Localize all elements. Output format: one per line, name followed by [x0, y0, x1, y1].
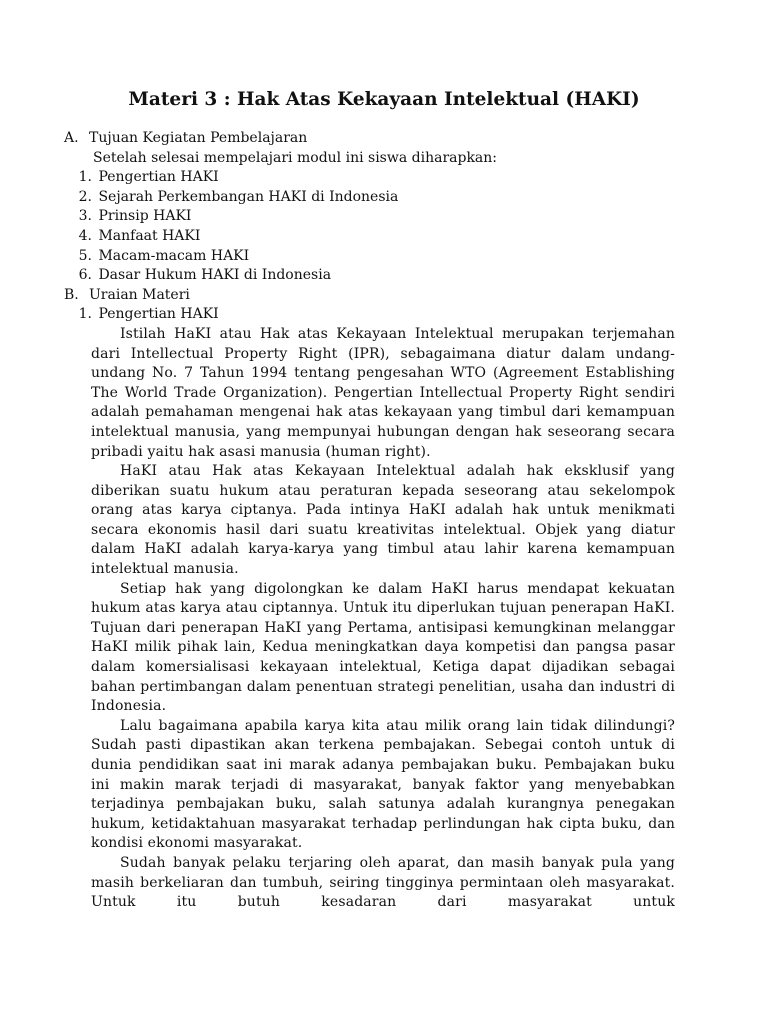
section-b-title: Uraian Materi: [89, 286, 190, 303]
paragraph-4: Lalu bagaimana apabila karya kita atau milik orang lain tidak dilindungi? Sudah pasti dipastikan akan terkena pembajakan. Sebegai contoh untuk di dunia pendidikan saat ini marak adanya pembajakan buku. Pembajakan buku ini makin marak terjadi di masyarakat, banyak faktor yang menyebabkan terjadinya pembajakan buku, salah satunya adalah kurangnya penegakan hukum, ketidaktahuan masyarakat terhadap perlindungan hak cipta buku, dan kondisi ekonomi masyarakat.: [91, 717, 675, 852]
list-item: [63, 266, 675, 286]
list-item-number: 5.: [78, 247, 92, 264]
paragraph-5: Sudah banyak pelaku terjaring oleh aparat, dan masih banyak pula yang masih berkeliaran dan tumbuh, seiring tingginya permintaan oleh masyarakat. Untuk itu butuh kesadaran dari masyarakat untuk: [91, 854, 675, 911]
list-item-text: Dasar Hukum HAKI di Indonesia: [98, 267, 332, 284]
section-a-title: Tujuan Kegiatan Pembelajaran: [89, 130, 308, 146]
subsection-number: 1.: [78, 306, 92, 323]
document-body: [63, 129, 675, 913]
list-item-text: Pengertian HAKI: [98, 169, 219, 186]
list-item-number: 3.: [78, 208, 92, 225]
list-item: [63, 188, 675, 208]
paragraph-1: Istilah HaKI atau Hak atas Kekayaan Intelektual merupakan terjemahan dari Intellectual Property Right (IPR), sebagaimana diatur dalam undang-undang No. 7 Tahun 1994 tentang pengesahan WTO (Agreement Establishing The World Trade Organization). Pengertian Intellectual Property Right sendiri adalah pemahaman mengenai hak atas kekayaan yang timbul dari kemampuan intelektual manusia, yang mempunyai hubungan dengan hak seseorang secara pribadi yaitu hak asasi manusia (human right).: [91, 325, 675, 460]
list-item: [63, 168, 675, 188]
list-item: [63, 247, 675, 267]
section-a-intro: Setelah selesai mempelajari modul ini siswa diharapkan:: [93, 149, 498, 166]
page-title: Materi 3 : Hak Atas Kekayaan Intelektual (HAKI): [128, 89, 640, 110]
paragraph-2: HaKI atau Hak atas Kekayaan Intelektual adalah hak eksklusif yang diberikan suatu hukum atau peraturan kepada seseorang atau sekelompok orang atas karya ciptanya. Pada intinya HaKI adalah hak untuk menikmati secara ekonomis hasil dari suatu kreativitas intelektual. Objek yang diatur dalam HaKI adalah karya-karya yang timbul atau lahir karena kemampuan intelektual manusia.: [91, 463, 675, 578]
list-item-number: 4.: [78, 227, 92, 244]
list-item-text: Sejarah Perkembangan HAKI di Indonesia: [98, 188, 399, 205]
list-item: [63, 207, 675, 227]
list-item-text: Macam-macam HAKI: [98, 247, 250, 264]
subsection-title: Pengertian HAKI: [98, 306, 219, 323]
list-item-number: 6.: [78, 267, 92, 284]
subsection-heading: [63, 305, 675, 325]
section-b-label: B.: [64, 286, 79, 303]
body-text: [91, 325, 675, 913]
section-a-label: A.: [64, 130, 79, 146]
objectives-list: [63, 168, 675, 286]
list-item-text: Prinsip HAKI: [98, 208, 192, 225]
list-item: [63, 227, 675, 247]
list-item-number: 1.: [78, 169, 92, 186]
list-item-number: 2.: [78, 188, 92, 205]
list-item-text: Manfaat HAKI: [98, 227, 201, 244]
section-a-heading: [63, 129, 675, 149]
paragraph-3: Setiap hak yang digolongkan ke dalam HaKI harus mendapat kekuatan hukum atas karya atau ciptannya. Untuk itu diperlukan tujuan penerapan HaKI. Tujuan dari penerapan HaKI yang Pertama, antisipasi kemungkinan melanggar HaKI milik pihak lain, Kedua meningkatkan daya kompetisi dan pangsa pasar dalam komersialisasi kekayaan intelektual, Ketiga dapat dijadikan sebagai bahan pertimbangan dalam penentuan strategi penelitian, usaha dan industri di Indonesia.: [91, 580, 675, 715]
section-b-heading: [63, 286, 675, 306]
